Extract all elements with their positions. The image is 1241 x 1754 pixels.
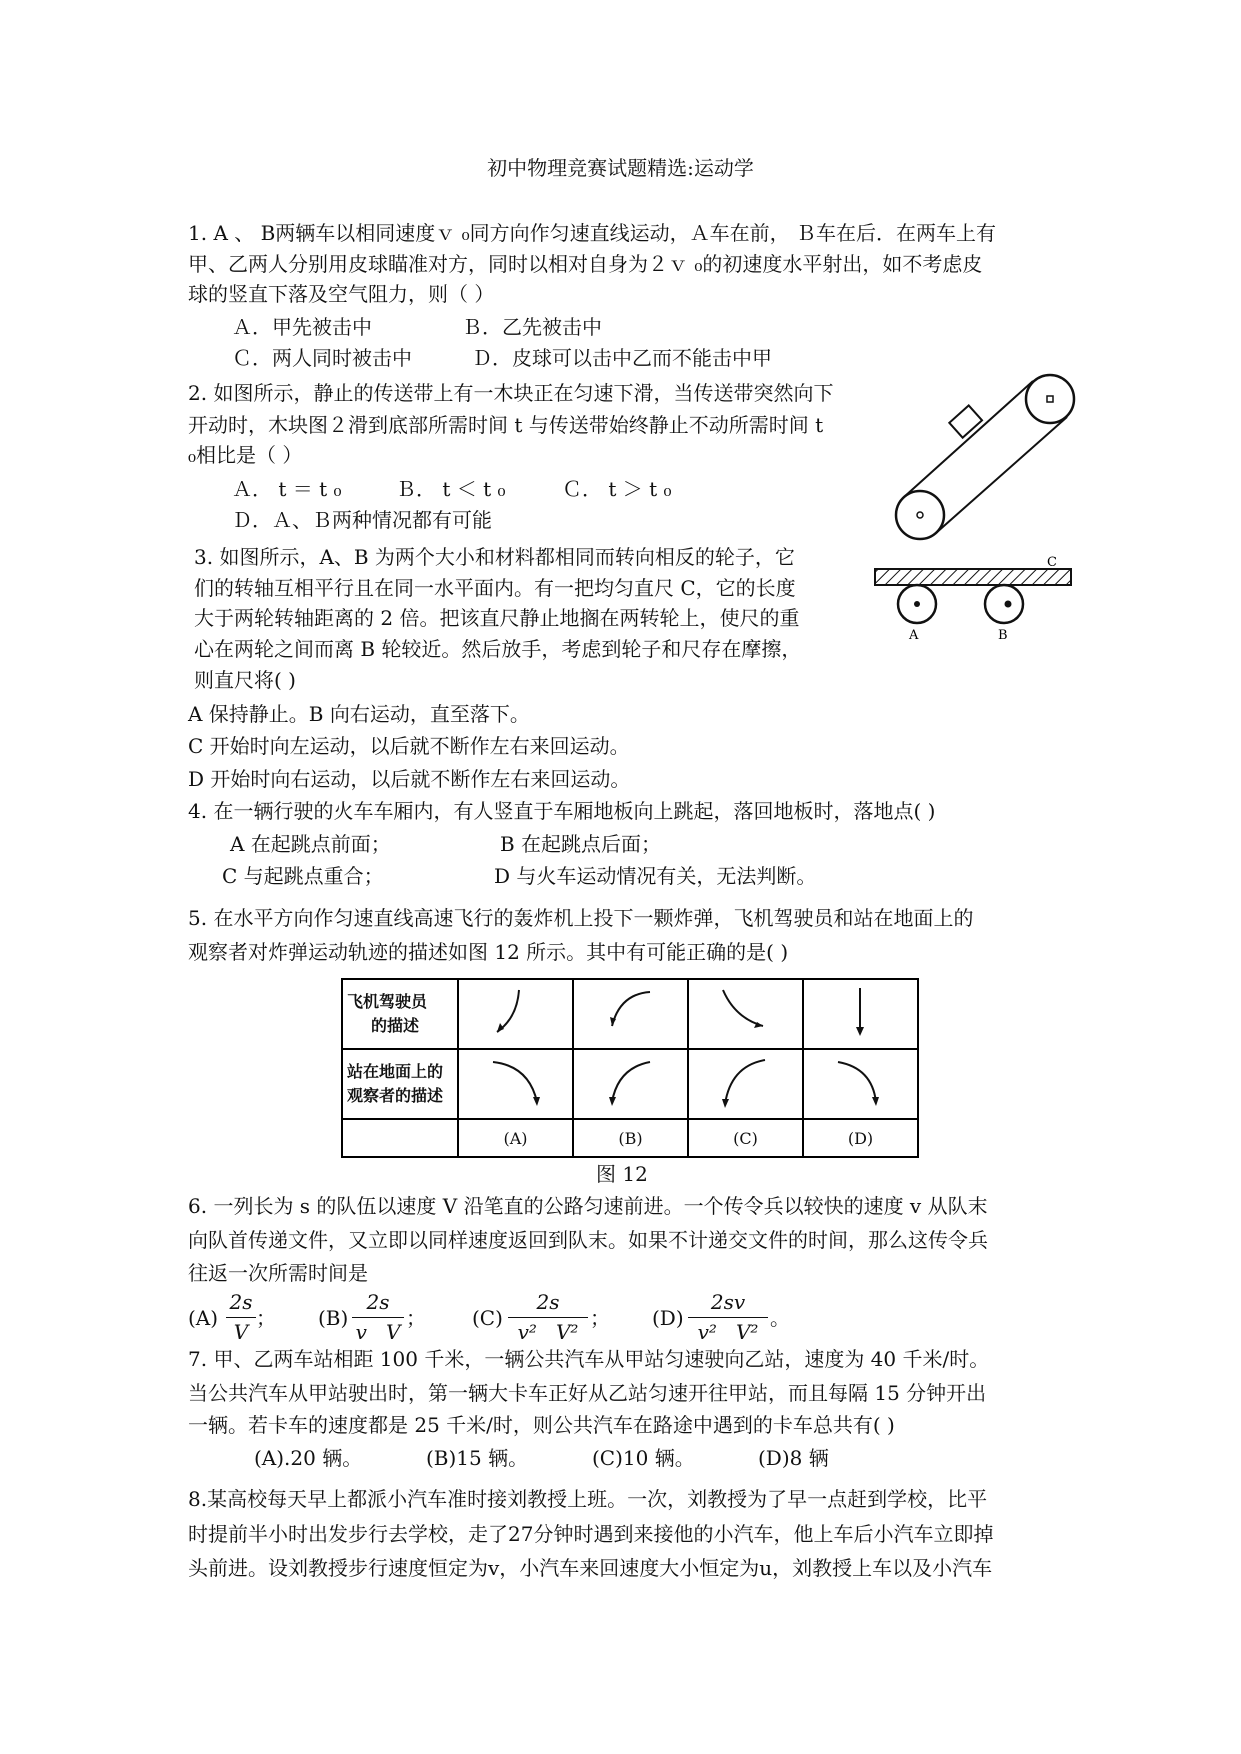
q2-line-3: ₀相比是（ ）	[188, 443, 303, 467]
ground-trajectory-b	[574, 1050, 687, 1114]
q3-line-5: 则直尺将( )	[194, 668, 296, 692]
pilot-trajectory-d	[804, 980, 917, 1044]
q1-line-1: 1. A 、 B两辆车以相同速度ｖ ₀同方向作匀速直线运动，Ａ车在前， Ｂ车在后．在两车上有	[188, 221, 997, 245]
q6-line-3: 往返一次所需时间是	[188, 1261, 368, 1285]
ground-d-cell	[803, 1049, 918, 1119]
q3-option-d: D 开始时向右运动，以后就不断作左右来回运动。	[188, 767, 631, 791]
q7-line-2: 当公共汽车从甲站驶出时，第一辆大卡车正好从乙站匀速开往甲站，而且每隔 15 分钟开出	[188, 1381, 987, 1405]
q6-line-1: 6. 一列长为 s 的队伍以速度 V 沿笔直的公路匀速前进。一个传令兵以较快的速度 v 从队末	[188, 1194, 988, 1218]
q3-line-3: 大于两轮转轴距离的 2 倍。把该直尺静止地搁在两转轮上，使尺的重	[194, 606, 800, 630]
q6-line-2: 向队首传递文件，又立即以同样速度返回到队末。如果不计递交文件的时间，那么这传令兵	[188, 1228, 988, 1252]
q6-option-d-numerator: 2sv	[710, 1290, 746, 1314]
q6-option-b-denominator: v V	[355, 1320, 401, 1344]
pilot-c-cell	[688, 979, 803, 1049]
q4-option-a: A 在起跳点前面；	[230, 832, 391, 856]
q6-option-a-bar	[226, 1317, 256, 1318]
q5-line-1: 5. 在水平方向作匀速直线高速飞行的轰炸机上投下一颗炸弹，飞机驾驶员和站在地面上的	[188, 906, 974, 930]
ruler-label: C	[1047, 555, 1057, 570]
conveyor-belt-figure	[890, 372, 1110, 547]
q6-option-c-numerator: 2s	[536, 1290, 560, 1314]
q3-line-1: 3. 如图所示，A、B 为两个大小和材料都相同而转向相反的轮子，它	[194, 545, 795, 569]
q2-option-a: Ａ． t ＝ t ₀	[232, 477, 342, 501]
q7-option-c: (C)10 辆。	[592, 1446, 695, 1470]
q2-option-d: Ｄ．Ａ、Ｂ两种情况都有可能	[232, 508, 492, 532]
q7-option-d: (D)8 辆	[758, 1446, 829, 1470]
q6-option-d-denominator: v² V²	[697, 1320, 759, 1344]
q7-line-3: 一辆。若卡车的速度都是 25 千米/时，则公共汽车在路途中遇到的卡车总共有( )	[188, 1413, 895, 1437]
row1-label	[342, 979, 458, 1049]
q3-option-c: C 开始时向左运动，以后就不断作左右来回运动。	[188, 734, 630, 758]
ground-trajectory-d	[804, 1050, 917, 1114]
q7-line-1: 7. 甲、乙两车站相距 100 千米，一辆公共汽车从甲站匀速驶向乙站，速度为 40 千米/时。	[188, 1347, 990, 1371]
pilot-b-cell	[573, 979, 688, 1049]
q7-option-b: (B)15 辆。	[426, 1446, 529, 1470]
q8-line-1: 8.某高校每天早上都派小汽车准时接刘教授上班。一次，刘教授为了早一点赶到学校，比平	[188, 1487, 988, 1511]
q6-option-c-label: (C)	[472, 1306, 503, 1330]
wheel-b-label: B	[998, 628, 1008, 643]
q6-option-a-label: (A)	[188, 1306, 219, 1330]
q2-option-b: Ｂ． t ＜ t ₀	[396, 477, 506, 501]
caption-c: (C)	[688, 1119, 803, 1157]
q4-option-b: B 在起跳点后面；	[500, 832, 662, 856]
q5-line-2: 观察者对炸弹运动轨迹的描述如图 12 所示。其中有可能正确的是( )	[188, 940, 789, 964]
q4-line-1: 4. 在一辆行驶的火车车厢内，有人竖直于车厢地板向上跳起，落回地板时，落地点( )	[188, 799, 936, 823]
q6-option-d-label: (D)	[652, 1306, 684, 1330]
q2-line-1: 2. 如图所示，静止的传送带上有一木块正在匀速下滑，当传送带突然向下	[188, 381, 834, 405]
q2-line-2: 开动时，木块图２滑到底部所需时间 t 与传送带始终静止不动所需时间 t	[188, 413, 824, 437]
q6-option-a-denominator: V	[233, 1320, 249, 1344]
q6-option-a-numerator: 2s	[229, 1290, 253, 1314]
caption-a: (A)	[458, 1119, 573, 1157]
row1-label-line1: 飞机驾驶员	[347, 992, 428, 1011]
figure-caption: 图 12	[596, 1162, 648, 1186]
q6-option-b-sep: ；	[406, 1306, 426, 1330]
pilot-trajectory-b	[574, 980, 687, 1044]
q8-line-3: 头前进。设刘教授步行速度恒定为v，小汽车来回速度大小恒定为u，刘教授上车以及小汽车	[188, 1556, 993, 1580]
q6-option-d-end: 。	[770, 1306, 790, 1330]
caption-b: (B)	[573, 1119, 688, 1157]
row2-label-line1: 站在地面上的	[347, 1062, 444, 1081]
caption-d: (D)	[803, 1119, 918, 1157]
pilot-trajectory-c	[689, 980, 802, 1044]
q7-option-a: (A).20 辆。	[254, 1446, 363, 1470]
ground-b-cell	[573, 1049, 688, 1119]
q1-line-2: 甲、乙两人分别用皮球瞄准对方，同时以相对自身为２ｖ ₀的初速度水平射出，如不考虑皮	[188, 252, 983, 276]
ruler-wheels-figure	[872, 552, 1092, 644]
q6-option-b-bar	[352, 1317, 404, 1318]
q6-option-d-bar	[688, 1317, 768, 1318]
q6-option-a-sep: ；	[256, 1306, 276, 1330]
ground-a-cell	[458, 1049, 573, 1119]
q4-option-c: C 与起跳点重合；	[222, 864, 384, 888]
row2-label	[342, 1049, 458, 1119]
ground-c-cell	[688, 1049, 803, 1119]
q1-option-b: Ｂ．乙先被击中	[462, 315, 602, 339]
q3-option-ab: A 保持静止。B 向右运动，直至落下。	[188, 702, 530, 726]
trajectory-table	[341, 978, 919, 1158]
ground-trajectory-a	[459, 1050, 572, 1114]
q1-option-d: Ｄ．皮球可以击中乙而不能击中甲	[472, 346, 772, 370]
pilot-d-cell	[803, 979, 918, 1049]
empty-cell	[342, 1119, 458, 1157]
wheel-a-label: A	[909, 628, 919, 643]
pilot-a-cell	[458, 979, 573, 1049]
q6-option-c-denominator: v² V²	[517, 1320, 579, 1344]
q4-option-d: D 与火车运动情况有关，无法判断。	[494, 864, 817, 888]
pilot-trajectory-a	[459, 980, 572, 1044]
q6-option-b-label: (B)	[318, 1306, 349, 1330]
q6-option-c-sep: ；	[590, 1306, 610, 1330]
q8-line-2: 时提前半小时出发步行去学校，走了27分钟时遇到来接他的小汽车，他上车后小汽车立即掉	[188, 1522, 994, 1546]
q1-line-3: 球的竖直下落及空气阻力，则（ ）	[188, 282, 495, 306]
q3-line-2: 们的转轴互相平行且在同一水平面内。有一把均匀直尺 C，它的长度	[194, 576, 796, 600]
ground-trajectory-c	[689, 1050, 802, 1114]
q2-option-c: Ｃ． t ＞ t ₀	[562, 477, 672, 501]
q1-option-c: Ｃ．两人同时被击中	[232, 346, 412, 370]
q6-option-c-bar	[508, 1317, 588, 1318]
page-title: 初中物理竞赛试题精选:运动学	[487, 156, 754, 180]
row2-label-line2: 观察者的描述	[347, 1086, 444, 1105]
q1-option-a: Ａ．甲先被击中	[232, 315, 372, 339]
row1-label-line2: 的描述	[371, 1016, 420, 1035]
q3-line-4: 心在两轮之间而离 B 轮较近。然后放手，考虑到轮子和尺存在摩擦，	[194, 637, 802, 661]
q6-option-b-numerator: 2s	[366, 1290, 390, 1314]
